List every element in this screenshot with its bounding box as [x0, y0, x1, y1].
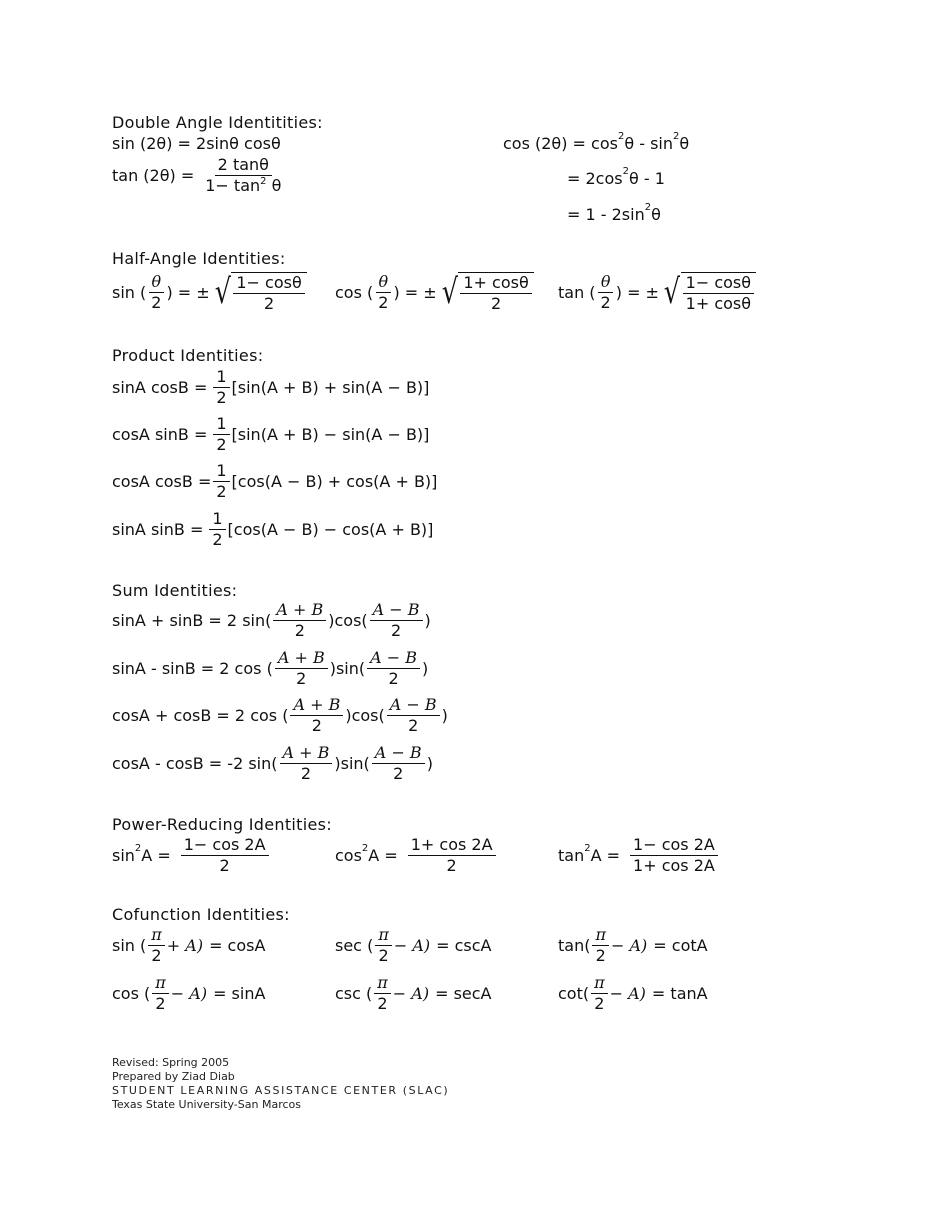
- double-angle-tan-lhs: tan (2θ) =: [112, 166, 195, 186]
- power-cos-fraction: [408, 836, 496, 876]
- half-tan-fn: tan (: [558, 283, 596, 303]
- cof-pi-num: π: [152, 974, 169, 994]
- cofunction-sec: [335, 926, 492, 966]
- cof-pi-num: π: [591, 974, 608, 994]
- cof-pi-den: 2: [151, 946, 162, 966]
- power-tan-sup: 2: [584, 843, 591, 855]
- product-den: 2: [212, 530, 223, 550]
- cof-fn: sec (: [335, 936, 374, 956]
- sum-mid: )sin(: [329, 659, 366, 679]
- sum-num-2: A − B: [370, 601, 423, 621]
- cof-pi-den: 2: [378, 946, 389, 966]
- footer-prepared: Prepared by Ziad Diab: [112, 1070, 235, 1083]
- sum-mid: )cos(: [328, 611, 368, 631]
- half-sin-angle-fraction: [148, 273, 164, 313]
- product-rhs: [cos(A − B) − cos(A + B)]: [227, 520, 434, 540]
- sum-end: ): [441, 706, 448, 726]
- cos-a-sup2: 2: [673, 131, 680, 142]
- cof-pi-fraction: [152, 974, 169, 1014]
- cof-fn: cos (: [112, 984, 151, 1004]
- sum-lhs: sinA - sinB = 2 cos (: [112, 659, 273, 679]
- sum-lhs: sinA + sinB = 2 sin(: [112, 611, 272, 631]
- sum-num-2: A − B: [367, 649, 420, 669]
- cof-rhs: = secA: [435, 984, 492, 1004]
- half-sin-rad-den: 2: [263, 294, 275, 314]
- cos-a-mid: θ - sin: [624, 134, 673, 153]
- half-angle-cos: [335, 272, 534, 314]
- double-angle-sin: [112, 134, 281, 153]
- sum-fraction-2: [372, 744, 425, 784]
- double-angle-tan-denominator: [202, 176, 284, 195]
- half-sin-rad-fraction: [233, 274, 304, 314]
- power-sin-num: 1− cos 2A: [181, 836, 269, 856]
- cof-pi-fraction: [375, 926, 392, 966]
- power-cos-den: 2: [446, 856, 457, 876]
- product-half-fraction: [213, 462, 229, 502]
- sum-den-2: 2: [388, 669, 399, 689]
- power-cos-num: 1+ cos 2A: [408, 836, 496, 856]
- power-tan-fn: tan: [558, 846, 585, 866]
- cof-rhs: = cotA: [653, 936, 708, 956]
- half-cos-angle-den: 2: [378, 293, 389, 313]
- product-num: 1: [213, 368, 229, 388]
- power-tan-rest: A =: [590, 846, 621, 866]
- half-tan-angle-fraction: [598, 273, 614, 313]
- product-lhs: sinA cosB =: [112, 378, 208, 398]
- double-angle-sin-text: sin (2θ) = 2sinθ cosθ: [112, 134, 281, 153]
- half-tan-rad-fraction: [683, 274, 754, 314]
- cofunction-tan: [558, 926, 708, 966]
- tan-den-a: 1− tan: [205, 176, 261, 196]
- sum-end: ): [422, 659, 429, 679]
- footer-revised: Revised: Spring 2005: [112, 1056, 230, 1069]
- cof-pi-num: π: [375, 926, 392, 946]
- sum-fraction-1: [275, 649, 328, 689]
- sum-lhs: cosA + cosB = 2 cos (: [112, 706, 289, 726]
- power-sin: [112, 836, 271, 876]
- half-sin-rad-num: 1− cosθ: [233, 274, 304, 294]
- product-lhs: cosA cosB =: [112, 472, 212, 492]
- cof-rhs: = cosA: [209, 936, 266, 956]
- cos-b-sup: 2: [622, 166, 629, 177]
- double-angle-cos-line2: [567, 166, 665, 188]
- half-tan-close: ) = ±: [615, 283, 659, 303]
- cof-pi-den: 2: [594, 994, 605, 1014]
- double-angle-cos-line1: [503, 131, 690, 153]
- product-num: 1: [213, 415, 229, 435]
- cof-rhs: = tanA: [651, 984, 708, 1004]
- product-row: [112, 462, 437, 502]
- product-row: [112, 510, 433, 550]
- sum-fraction-1: [290, 696, 343, 736]
- cof-rhs: = cscA: [436, 936, 492, 956]
- half-angle-sin: [112, 272, 307, 314]
- product-heading: Product Identities:: [112, 346, 264, 365]
- sum-den-2: 2: [393, 764, 404, 784]
- sum-mid: )sin(: [334, 754, 370, 774]
- product-half-fraction: [209, 510, 225, 550]
- power-sin-den: 2: [219, 856, 230, 876]
- cof-pi-num: π: [148, 926, 165, 946]
- cofunction-heading: Cofunction Identities:: [112, 905, 290, 924]
- cof-pi-num: π: [374, 974, 391, 994]
- cofunction-sin: [112, 926, 265, 966]
- radical-sign-icon: √: [663, 272, 680, 312]
- power-tan-num: 1− cos 2A: [630, 836, 718, 856]
- cof-pi-den: 2: [155, 994, 166, 1014]
- half-tan-rad-num: 1− cosθ: [683, 274, 754, 294]
- sum-heading: Sum Identities:: [112, 581, 238, 600]
- cofunction-cos: [112, 974, 265, 1014]
- cof-arg: − A): [393, 936, 431, 956]
- cofunction-cot: [558, 974, 708, 1014]
- sum-num-1: A + B: [290, 696, 343, 716]
- sum-num-1: A + B: [273, 601, 326, 621]
- product-lhs: cosA sinB =: [112, 425, 208, 445]
- sum-num-1: A + B: [275, 649, 328, 669]
- half-cos-angle-fraction: [375, 273, 391, 313]
- half-angle-heading: Half-Angle Identities:: [112, 249, 286, 268]
- cof-pi-den: 2: [377, 994, 388, 1014]
- product-half-fraction: [213, 415, 229, 455]
- cof-fn: csc (: [335, 984, 373, 1004]
- sum-den-1: 2: [300, 764, 312, 784]
- cof-pi-den: 2: [595, 946, 606, 966]
- power-tan-den: 1+ cos 2A: [633, 856, 715, 876]
- power-heading: Power-Reducing Identities:: [112, 815, 332, 834]
- power-sin-fn: sin: [112, 846, 135, 866]
- sum-fraction-1: [273, 601, 326, 641]
- half-sin-radical: [212, 272, 307, 314]
- power-tan-fraction: [630, 836, 718, 876]
- footer: [112, 1056, 449, 1112]
- half-sin-radicand: [231, 272, 306, 314]
- cos-c: = 1 - 2sin: [567, 205, 645, 224]
- cofunction-csc: [335, 974, 492, 1014]
- sum-fraction-1: [280, 744, 333, 784]
- cos-b: = 2cos: [567, 169, 623, 188]
- product-lhs: sinA sinB =: [112, 520, 204, 540]
- product-den: 2: [216, 435, 227, 455]
- sum-num-1: A + B: [280, 744, 333, 764]
- footer-center: STUDENT LEARNING ASSISTANCE CENTER (SLAC): [112, 1084, 450, 1097]
- power-tan: [558, 836, 720, 876]
- cof-pi-fraction: [592, 926, 609, 966]
- product-num: 1: [209, 510, 225, 530]
- product-row: [112, 415, 429, 455]
- cos-c-end: θ: [651, 205, 661, 224]
- power-cos: [335, 836, 498, 876]
- cof-pi-fraction: [591, 974, 608, 1014]
- sum-row: [112, 601, 431, 641]
- half-tan-angle-den: 2: [600, 293, 611, 313]
- sum-den-2: 2: [391, 621, 402, 641]
- half-sin-fn: sin (: [112, 283, 147, 303]
- sum-end: ): [426, 754, 433, 774]
- power-sin-rest: A =: [141, 846, 171, 866]
- half-cos-rad-fraction: [460, 274, 531, 314]
- sum-end: ): [424, 611, 431, 631]
- half-cos-close: ) = ±: [393, 283, 437, 303]
- half-cos-radical: [439, 272, 534, 314]
- product-den: 2: [216, 482, 227, 502]
- half-tan-radicand: [681, 272, 756, 314]
- cof-pi-num: π: [592, 926, 609, 946]
- footer-university: Texas State University-San Marcos: [112, 1098, 301, 1111]
- sum-den-1: 2: [294, 621, 305, 641]
- cos-c-sup: 2: [644, 202, 652, 213]
- cof-arg: + A): [166, 936, 204, 956]
- double-angle-tan-fraction: [202, 156, 284, 196]
- sum-num-2: A − B: [372, 744, 425, 764]
- power-cos-sup: 2: [361, 843, 369, 855]
- sum-fraction-2: [387, 696, 440, 736]
- sum-den-1: 2: [311, 716, 322, 736]
- half-sin-angle-den: 2: [151, 293, 162, 313]
- half-cos-rad-num: 1+ cosθ: [460, 274, 531, 294]
- product-den: 2: [216, 388, 227, 408]
- radical-sign-icon: √: [441, 272, 458, 312]
- product-rhs: [sin(A + B) − sin(A − B)]: [231, 425, 430, 445]
- half-cos-fn: cos (: [335, 283, 374, 303]
- sum-num-2: A − B: [387, 696, 440, 716]
- cof-fn: cot(: [558, 984, 590, 1004]
- cof-arg: − A): [170, 984, 208, 1004]
- half-sin-angle-num: θ: [149, 273, 165, 293]
- product-row: [112, 368, 429, 408]
- product-num: 1: [213, 462, 229, 482]
- tan-den-sup: 2: [260, 176, 267, 188]
- cos-b-end: θ - 1: [628, 169, 665, 188]
- sum-den-2: 2: [408, 716, 419, 736]
- half-angle-tan: [558, 272, 756, 314]
- double-angle-cos-line3: [567, 202, 661, 224]
- half-tan-angle-num: θ: [598, 273, 614, 293]
- power-sin-fraction: [181, 836, 269, 876]
- cof-arg: − A): [392, 984, 430, 1004]
- cof-arg: − A): [609, 984, 646, 1004]
- sum-lhs: cosA - cosB = -2 sin(: [112, 754, 278, 774]
- cof-pi-fraction: [374, 974, 391, 1014]
- sum-row: [112, 744, 433, 784]
- sum-fraction-2: [370, 601, 423, 641]
- sum-row: [112, 649, 428, 689]
- sum-den-1: 2: [296, 669, 307, 689]
- cof-fn: sin (: [112, 936, 147, 956]
- product-rhs: [sin(A + B) + sin(A − B)]: [231, 378, 430, 398]
- cof-arg: − A): [610, 936, 648, 956]
- half-sin-close: ) = ±: [166, 283, 210, 303]
- half-cos-angle-num: θ: [376, 273, 392, 293]
- cos-a: cos (2θ) = cos: [503, 134, 618, 153]
- half-tan-rad-den: 1+ cosθ: [685, 294, 752, 314]
- sum-mid: )cos(: [345, 706, 385, 726]
- product-rhs: [cos(A − B) + cos(A + B)]: [231, 472, 438, 492]
- half-cos-rad-den: 2: [490, 294, 502, 314]
- double-angle-heading: Double Angle Identitities:: [112, 113, 323, 132]
- product-half-fraction: [213, 368, 229, 408]
- half-cos-radicand: [458, 272, 533, 314]
- power-cos-fn: cos: [335, 846, 362, 866]
- cof-pi-fraction: [148, 926, 165, 966]
- radical-sign-icon: √: [214, 272, 231, 312]
- half-tan-radical: [661, 272, 756, 314]
- cof-rhs: = sinA: [213, 984, 266, 1004]
- cos-a-sup1: 2: [617, 131, 625, 142]
- power-sin-sup: 2: [134, 843, 142, 855]
- cos-a-end: θ: [679, 134, 690, 153]
- cof-fn: tan(: [558, 936, 591, 956]
- tan-den-b: θ: [266, 176, 282, 196]
- power-cos-rest: A =: [368, 846, 398, 866]
- sum-row: [112, 696, 448, 736]
- double-angle-tan-numerator: 2 tanθ: [215, 156, 272, 176]
- sum-fraction-2: [367, 649, 420, 689]
- double-angle-tan: [112, 156, 286, 196]
